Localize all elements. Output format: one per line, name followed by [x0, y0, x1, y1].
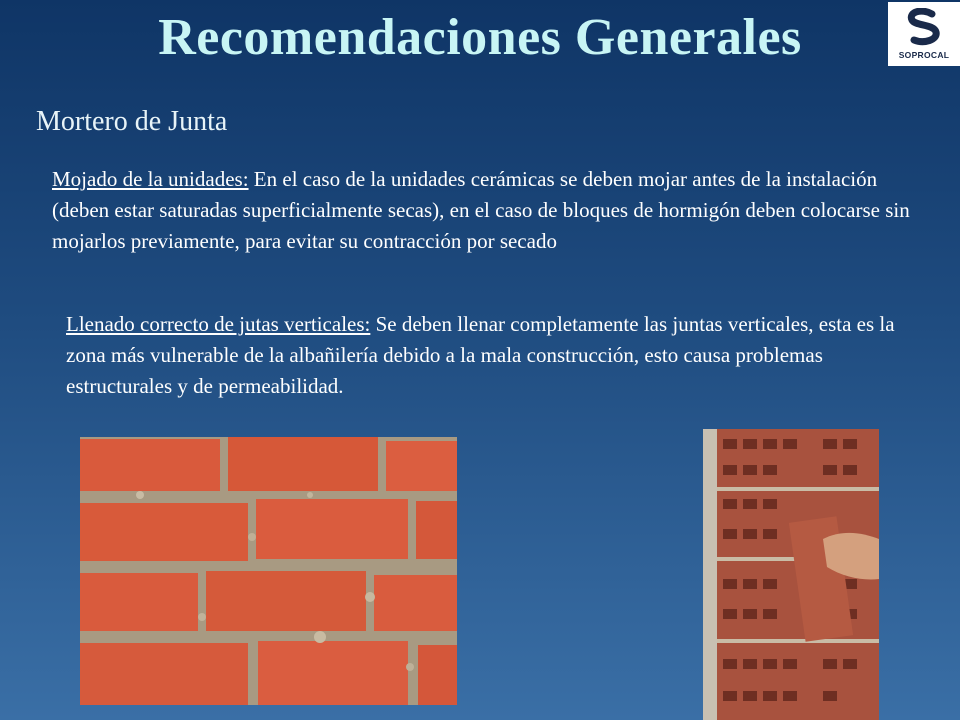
paragraph-wetting-units [52, 164, 932, 257]
brick-wall-photo [80, 437, 457, 705]
section-subtitle: Mortero de Junta [36, 106, 228, 137]
ceramic-blocks-photo [703, 429, 879, 720]
paragraph-lead: Mojado de la unidades: [52, 167, 249, 191]
paragraph-body: En el caso de la unidades cerámicas se deben mojar antes de la instalación (deben estar saturadas superficialmente secas), en el caso de bloques de hormigón deben colocarse sin mojarlos previamente, para evitar su contracción por secado [52, 167, 910, 253]
ceramic-blocks-image [703, 429, 879, 720]
paragraph-lead: Llenado correcto de jutas verticales: [66, 312, 371, 336]
soprocal-logo [888, 2, 960, 66]
slide-title: Recomendaciones Generales [158, 9, 802, 66]
paragraph-body: Se deben llenar completamente las juntas verticales, esta es la zona más vulnerable de la albañilería debido a la mala construcción, esto causa problemas estructurales y de permeabilidad. [66, 312, 895, 398]
logo-s-icon [902, 8, 946, 48]
brick-wall-image [80, 437, 457, 705]
logo-text: SOPROCAL [898, 50, 950, 60]
paragraph-vertical-joints [66, 309, 932, 402]
